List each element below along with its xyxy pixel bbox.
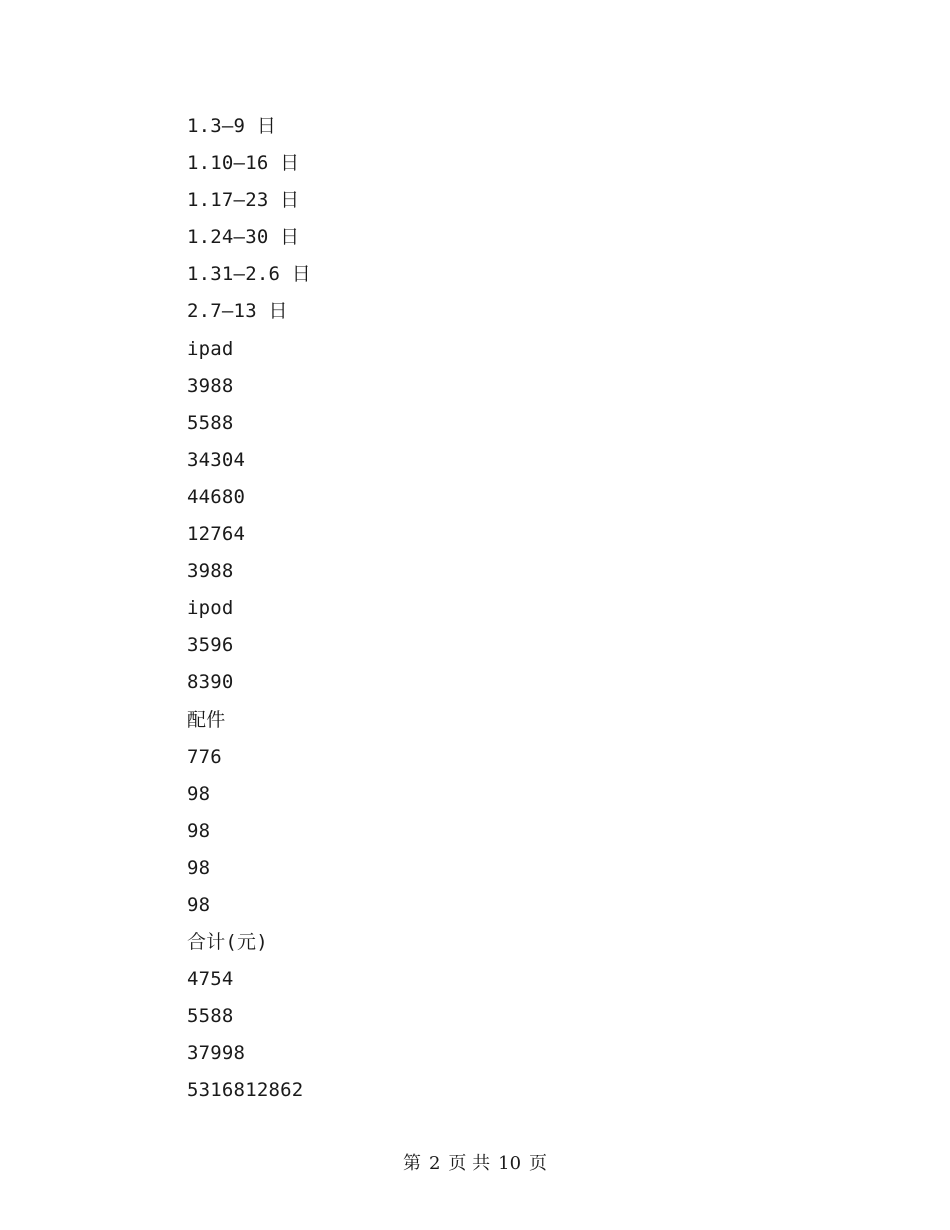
- footer-total-pages: 10: [498, 1153, 522, 1174]
- text-line: 12764: [187, 523, 246, 546]
- text-line: 1.10—16 日: [187, 152, 300, 175]
- text-line: 2.7—13 日: [187, 300, 288, 323]
- text-line: ipad: [187, 337, 234, 360]
- text-line: 3988: [187, 374, 234, 397]
- text-line: 5588: [187, 1005, 234, 1028]
- text-line: 3988: [187, 560, 234, 583]
- text-line: 5316812862: [187, 1079, 304, 1102]
- footer-middle: 页 共: [448, 1153, 491, 1174]
- footer-prefix: 第: [402, 1153, 421, 1174]
- text-line: 98: [187, 856, 211, 879]
- text-line: 1.31—2.6 日: [187, 263, 311, 286]
- text-line: 98: [187, 893, 211, 916]
- text-line: 1.17—23 日: [187, 189, 300, 212]
- text-line: 8390: [187, 671, 234, 694]
- text-line: ipod: [187, 597, 234, 620]
- footer-suffix: 页: [529, 1153, 548, 1174]
- page-footer: [0, 1150, 950, 1178]
- text-line: 98: [187, 782, 211, 805]
- text-line: 3596: [187, 634, 234, 657]
- text-line: 5588: [187, 411, 234, 434]
- document-text-lines: [187, 108, 311, 1110]
- text-line: 44680: [187, 485, 246, 508]
- text-line: 合计(元): [187, 931, 268, 954]
- text-line: 1.24—30 日: [187, 226, 300, 249]
- text-line: 1.3—9 日: [187, 115, 277, 137]
- footer-page-number: 2: [428, 1153, 441, 1174]
- text-line: 98: [187, 819, 211, 842]
- text-line: 776: [187, 745, 222, 768]
- text-line: 4754: [187, 968, 234, 991]
- text-line: 34304: [187, 448, 246, 471]
- text-line: 37998: [187, 1042, 246, 1065]
- text-line: 配件: [187, 708, 226, 731]
